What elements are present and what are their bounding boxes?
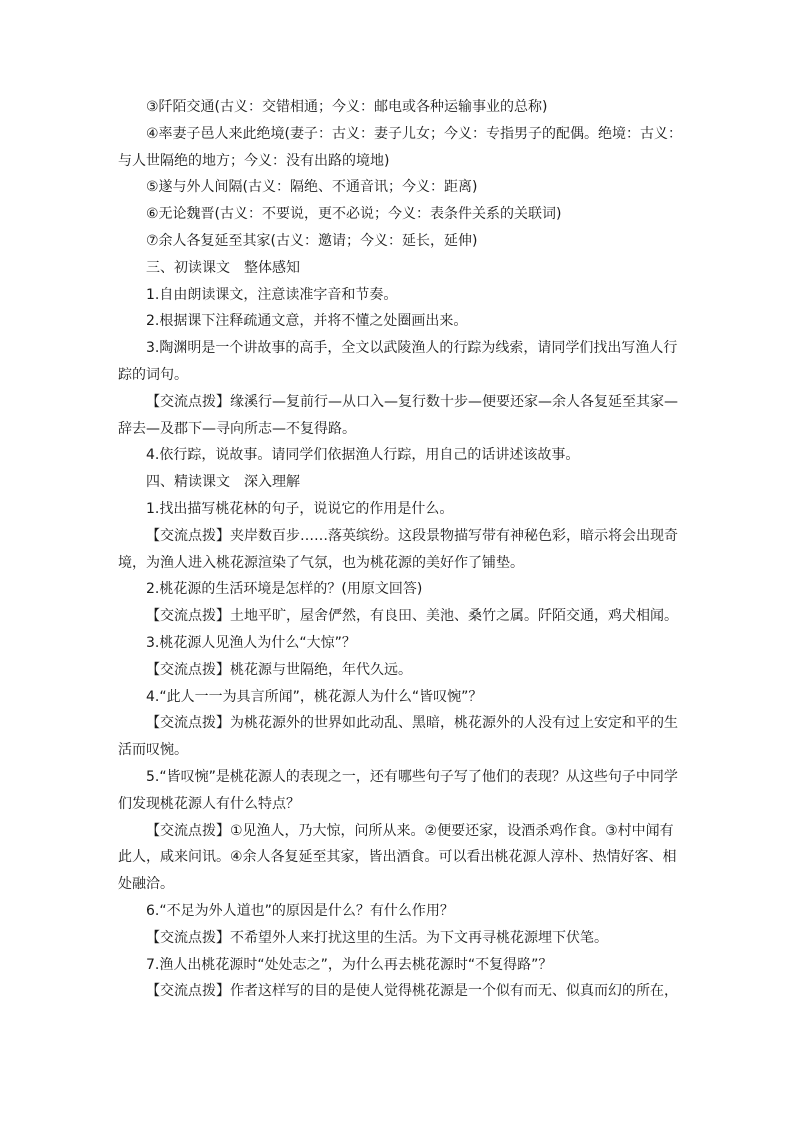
- question-6: 6.“不足为外人道也”的原因是什么？有什么作用？: [146, 902, 454, 919]
- question-1: 1.找出描写桃花林的句子，说说它的作用是什么。: [146, 500, 454, 517]
- vocab-item-5: ⑤遂与外人间隔(古义：隔绝、不通音讯；今义：距离): [146, 179, 478, 196]
- question-3: 3.桃花源人见渔人为什么“大惊”？: [146, 634, 356, 651]
- section-heading-4: 四、精读课文 深入理解: [146, 474, 300, 491]
- task-1: 1.自由朗读课文，注意读准字音和节奏。: [146, 286, 398, 303]
- answer-4: 【交流点拨】为桃花源外的世界如此动乱、黑暗，桃花源外的人没有过上安定和平的生活而叹惋。: [118, 715, 678, 759]
- answer-1: 【交流点拨】夹岸数百步……落英缤纷。这段景物描写带有神秘色彩，暗示将会出现奇境，为渔人进入桃花源渲染了气氛，也为桃花源的美好作了铺垫。: [118, 527, 678, 571]
- vocab-item-6: ⑥无论魏晋(古义：不要说，更不必说；今义：表条件关系的关联词): [146, 206, 562, 223]
- answer-6: 【交流点拨】不希望外人来打扰这里的生活。为下文再寻桃花源埋下伏笔。: [146, 929, 608, 946]
- answer-3b: 【交流点拨】桃花源与世隔绝，年代久远。: [146, 661, 412, 678]
- question-7: 7.渔人出桃花源时“处处志之”，为什么再去桃花源时“不复得路”？: [146, 956, 553, 973]
- task-2: 2.根据课下注释疏通文意，并将不懂之处圈画出来。: [146, 313, 468, 330]
- vocab-item-3: ③阡陌交通(古义：交错相通；今义：邮电或各种运输事业的总称): [146, 99, 548, 115]
- answer-5: 【交流点拨】①见渔人，乃大惊，问所从来。②便要还家，设酒杀鸡作食。③村中闻有此人，咸来问讯。④余人各复延至其家，皆出酒食。可以看出桃花源人淳朴、热情好客、相处融洽。: [118, 822, 677, 893]
- answer-2: 【交流点拨】土地平旷，屋舍俨然，有良田、美池、桑竹之属。阡陌交通，鸡犬相闻。: [146, 608, 678, 625]
- document-body: [118, 94, 686, 1005]
- vocab-item-4: ④率妻子邑人来此绝境(妻子：古义：妻子儿女；今义：专指男子的配偶。绝境：古义：与人世隔绝的地方；今义：没有出路的境地): [118, 125, 683, 169]
- question-2: 2.桃花源的生活环境是怎样的？(用原文回答): [146, 581, 423, 598]
- vocab-item-7: ⑦余人各复延至其家(古义：邀请；今义：延长，延伸): [146, 232, 478, 249]
- question-5: 5.“皆叹惋”是桃花源人的表现之一，还有哪些句子写了他们的表现？从这些句子中同学们发现桃花源人有什么特点？: [118, 768, 678, 812]
- answer-3: 【交流点拨】缘溪行—复前行—从口入—复行数十步—便要还家—余人各复延至其家—辞去—及郡下—寻向所志—不复得路。: [118, 393, 678, 437]
- task-4: 4.依行踪，说故事。请同学们依据渔人行踪，用自己的话讲述该故事。: [146, 447, 580, 464]
- answer-7: 【交流点拨】作者这样写的目的是使人觉得桃花源是一个似有而无、似真而幻的所在，: [146, 983, 678, 1000]
- question-4: 4.“此人一一为具言所闻”，桃花源人为什么“皆叹惋”？: [146, 688, 483, 705]
- section-heading-3: 三、初读课文 整体感知: [146, 259, 300, 276]
- task-3: 3.陶渊明是一个讲故事的高手，全文以武陵渔人的行踪为线索，请同学们找出写渔人行踪的词句。: [118, 340, 678, 383]
